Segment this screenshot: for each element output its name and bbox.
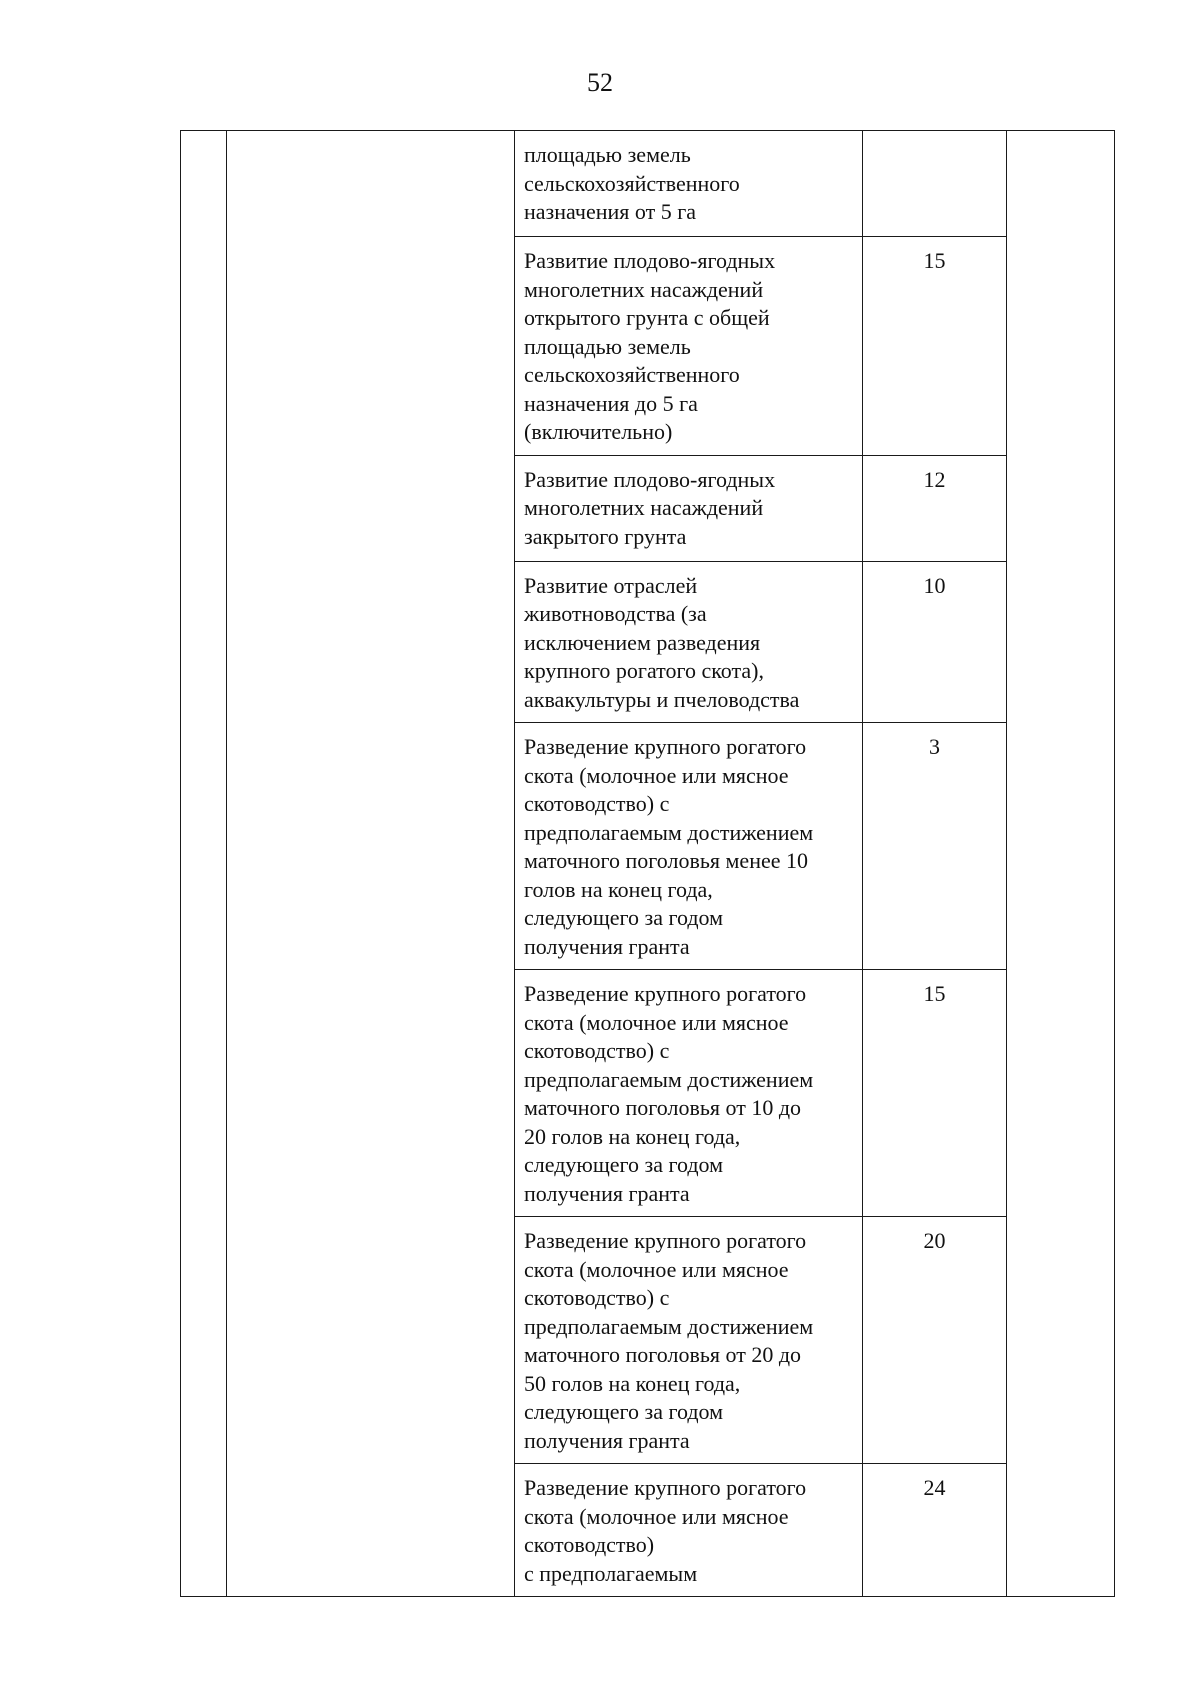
score-cell — [863, 723, 1007, 970]
description-cell — [515, 561, 863, 723]
description-cell — [515, 455, 863, 561]
table-row — [181, 131, 1115, 237]
description-cell — [515, 1217, 863, 1464]
number-cell — [181, 131, 227, 1597]
score-cell — [863, 455, 1007, 561]
description-text: Развитие плодово-ягодных многолетних насаждений закрытого грунта — [524, 466, 776, 549]
score-value: 15 — [923, 981, 946, 1006]
description-cell — [515, 970, 863, 1217]
score-cell — [863, 1217, 1007, 1464]
page-number: 52 — [587, 68, 613, 97]
description-cell — [515, 237, 863, 456]
score-value — [863, 131, 1006, 141]
score-value: 3 — [929, 734, 940, 759]
description-text: Разведение крупного рогатого скота (молочное или мясное скотоводство) с предполагаемым достижением маточного поголовья от 20 до 50 голов на конец года, следующего за годом получения гранта — [524, 1228, 814, 1453]
description-cell — [515, 131, 863, 237]
description-text: Разведение крупного рогатого скота (молочное или мясное скотоводство) с предполагаемым достижением маточного поголовья от 10 до 20 голов на конец года, следующего за годом получения гранта — [524, 981, 814, 1206]
description-text: Разведение крупного рогатого скота (молочное или мясное скотоводство) с предполагаемым — [524, 1475, 807, 1586]
score-cell — [863, 131, 1007, 237]
criteria-table — [180, 130, 1115, 1597]
score-cell — [863, 561, 1007, 723]
description-cell — [515, 723, 863, 970]
description-text: площадью земель сельскохозяйственного назначения от 5 га — [524, 142, 740, 224]
description-text: Развитие плодово-ягодных многолетних насаждений открытого грунта с общей площадью земель сельскохозяйственного назначения до 5 га (включительно) — [524, 248, 776, 444]
score-cell — [863, 1464, 1007, 1597]
score-cell — [863, 237, 1007, 456]
score-value: 10 — [923, 572, 946, 598]
notes-cell — [1007, 131, 1115, 1597]
description-text: Развитие отраслей животноводства (за исключением разведения крупного рогатого скота), аквакультуры и пчеловодства — [524, 572, 800, 712]
criterion-cell — [227, 131, 515, 1597]
description-text: Разведение крупного рогатого скота (молочное или мясное скотоводство) с предполагаемым достижением маточного поголовья менее 10 голов на конец года, следующего за годом получения гранта — [524, 734, 814, 959]
score-value: 24 — [923, 1475, 946, 1500]
description-cell — [515, 1464, 863, 1597]
score-cell — [863, 970, 1007, 1217]
score-value: 12 — [923, 466, 946, 492]
score-value: 20 — [923, 1228, 946, 1253]
score-value: 15 — [923, 248, 946, 273]
